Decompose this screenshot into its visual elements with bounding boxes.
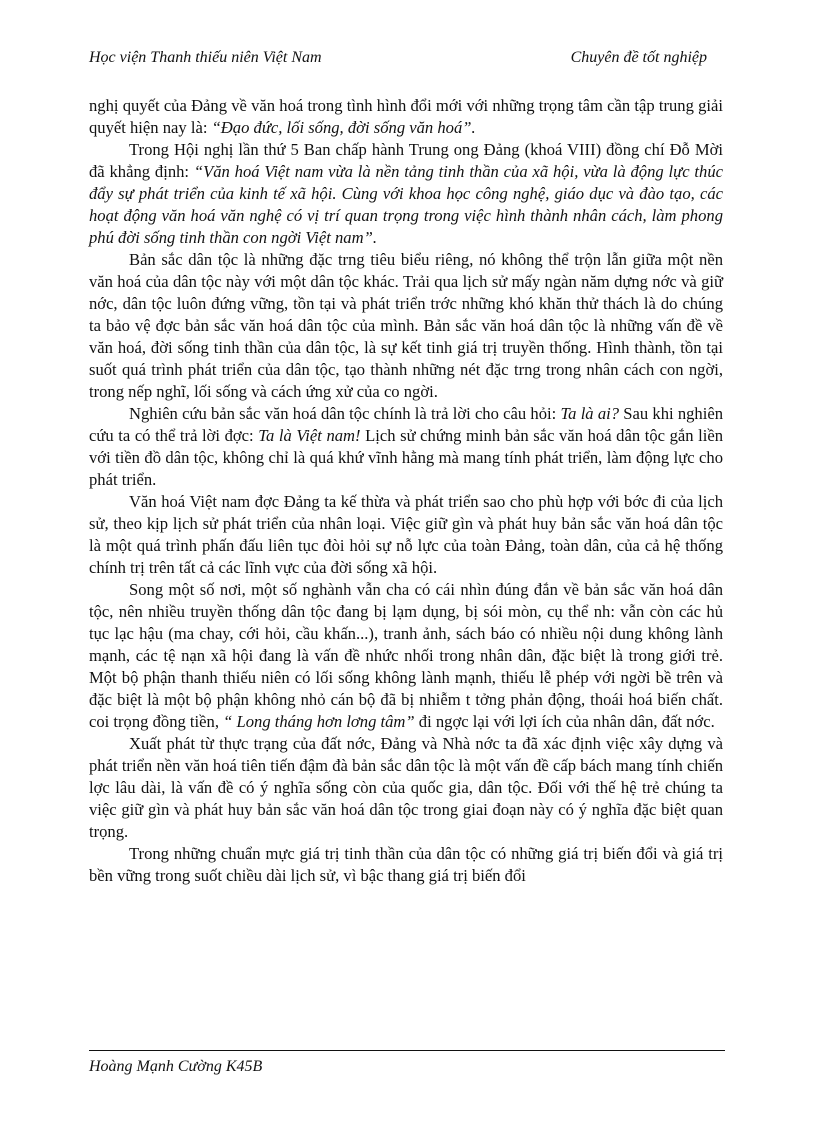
paragraph-3: Bản sắc dân tộc là những đặc trng tiêu biểu riêng, nó không thể trộn lẫn giữa một nền văn hoá của dân tộc này với một dân tộc khác. Trải qua lịch sử mấy ngàn năm dựng nớc và giữ nớc, dân tộc luôn đứng vững, tồn tại và phát triển trớc những khó khăn thử thách là do chúng ta bảo vệ đợc bản sắc văn hoá dân tộc của mình. Bản sắc văn hoá dân tộc là những vấn đề về văn hoá, đời sống tinh thần của dân tộc, là sự kết tinh giá trị truyền thống. Hình thành, tồn tại suốt quá trình phát triển của dân tộc, tạo thành những nét đặc trng trong nhân cách con ngời, trong nếp nghĩ, lối sống và cách ứng xử của co ngời. [89,250,723,401]
footer-author: Hoàng Mạnh Cường K45B [89,1058,263,1075]
quote: “Văn hoá Việt nam vừa là nền tảng tinh thần của xã hội, vừa là động lực thúc đẩy sự phát triển của kinh tế xã hội. Cùng với khoa học công nghệ, giáo dục và đào tạo, các hoạt động văn hoá văn nghệ có vị trí quan trọng trong việc hình thành nhân cách, làm phong phú đời sống tinh thần con ngời Việt nam”. [89,162,723,247]
quote: “Đạo đức, lối sống, đời sống văn hoá”. [211,118,476,137]
document-body [89,95,723,887]
header-document-type: Chuyên đề tốt nghiệp [570,49,707,66]
header-institution: Học viện Thanh thiếu niên Việt Nam [89,49,322,66]
paragraph-2: Trong Hội nghị lần thứ 5 Ban chấp hành Trung ong Đảng (khoá VIII) đồng chí Đỗ Mời đã khẳng định: “Văn hoá Việt nam vừa là nền tảng tinh thần của xã hội, vừa là động lực thúc đẩy sự phát triển của kinh tế xã hội. Cùng với khoa học công nghệ, giáo dục và đào tạo, các hoạt động văn hoá văn nghệ có vị trí quan trọng trong việc hình thành nhân cách, làm phong phú đời sống tinh thần con ngời Việt nam”. [89,140,723,247]
page-header [89,49,707,69]
paragraph-1: nghị quyết của Đảng về văn hoá trong tình hình đổi mới với những trọng tâm cần tập trung giải quyết hiện nay là: “Đạo đức, lối sống, đời sống văn hoá”. [89,96,723,137]
paragraph-8: Trong những chuẩn mực giá trị tinh thần của dân tộc có những giá trị biến đổi và giá trị bền vững trong suốt chiều dài lịch sử, vì bậc thang giá trị biến đổi [89,844,723,885]
paragraph-5: Văn hoá Việt nam đợc Đảng ta kế thừa và phát triển sao cho phù hợp với bớc đi của lịch sử, theo kịp lịch sử phát triển của nhân loại. Việc giữ gìn và phát huy bản sắc văn hoá dân tộc là một quá trình phấn đấu liên tục đòi hỏi sự nỗ lực của toàn Đảng, toàn dân, của cả hệ thống chính trị trên tất cả các lĩnh vực của đời sống xã hội. [89,492,723,577]
paragraph-6: Song một số nơi, một số nghành vẫn cha có cái nhìn đúng đắn về bản sắc văn hoá dân tộc, nên nhiều truyền thống dân tộc đang bị lạm dụng, bị sói mòn, cụ thể nh: vẫn còn các hủ tục lạc hậu (ma chay, cới hỏi, cầu khấn...), tranh ảnh, sách báo có nhiều nội dung không lành mạnh, các tệ nạn xã hội đang là vấn đề nhức nhối trong nhân dân, đặc biệt là trong giới trẻ. Một bộ phận thanh thiếu niên có lối sống không lành mạnh, thiếu lễ phép với ngời bề trên và đặc biệt là một bộ phận không nhỏ cán bộ đã bị nhiễm t tởng phản động, thoái hoá biến chất. coi trọng đồng tiền, “ Long tháng hơn lơng tâm” đi ngợc lại với lợi ích của nhân dân, đất nớc. [89,580,723,731]
footer-divider [89,1050,725,1051]
paragraph-7: Xuất phát từ thực trạng của đất nớc, Đảng và Nhà nớc ta đã xác định việc xây dựng và phát triển nền văn hoá tiên tiến đậm đà bản sắc dân tộc là một vấn đề cấp bách mang tính chiến lợc lâu dài, là vấn đề có ý nghĩa sống còn của quốc gia, dân tộc. Đối với thế hệ trẻ chúng ta việc giữ gìn và phát huy bản sắc văn hoá dân tộc trong giai đoạn này có ý nghĩa đặc biệt quan trọng. [89,734,723,841]
paragraph-4: Nghiên cứu bản sắc văn hoá dân tộc chính là trả lời cho câu hỏi: Ta là ai? Sau khi nghiên cứu ta có thể trả lời đợc: Ta là Việt nam! Lịch sử chứng minh bản sắc văn hoá dân tộc gắn liền với tiền đồ dân tộc, không chỉ là quá khứ vĩnh hằng mà mang tính phát triển, làm động lực cho phát triển. [89,404,724,489]
quote: “ Long tháng hơn lơng tâm” [223,712,415,731]
